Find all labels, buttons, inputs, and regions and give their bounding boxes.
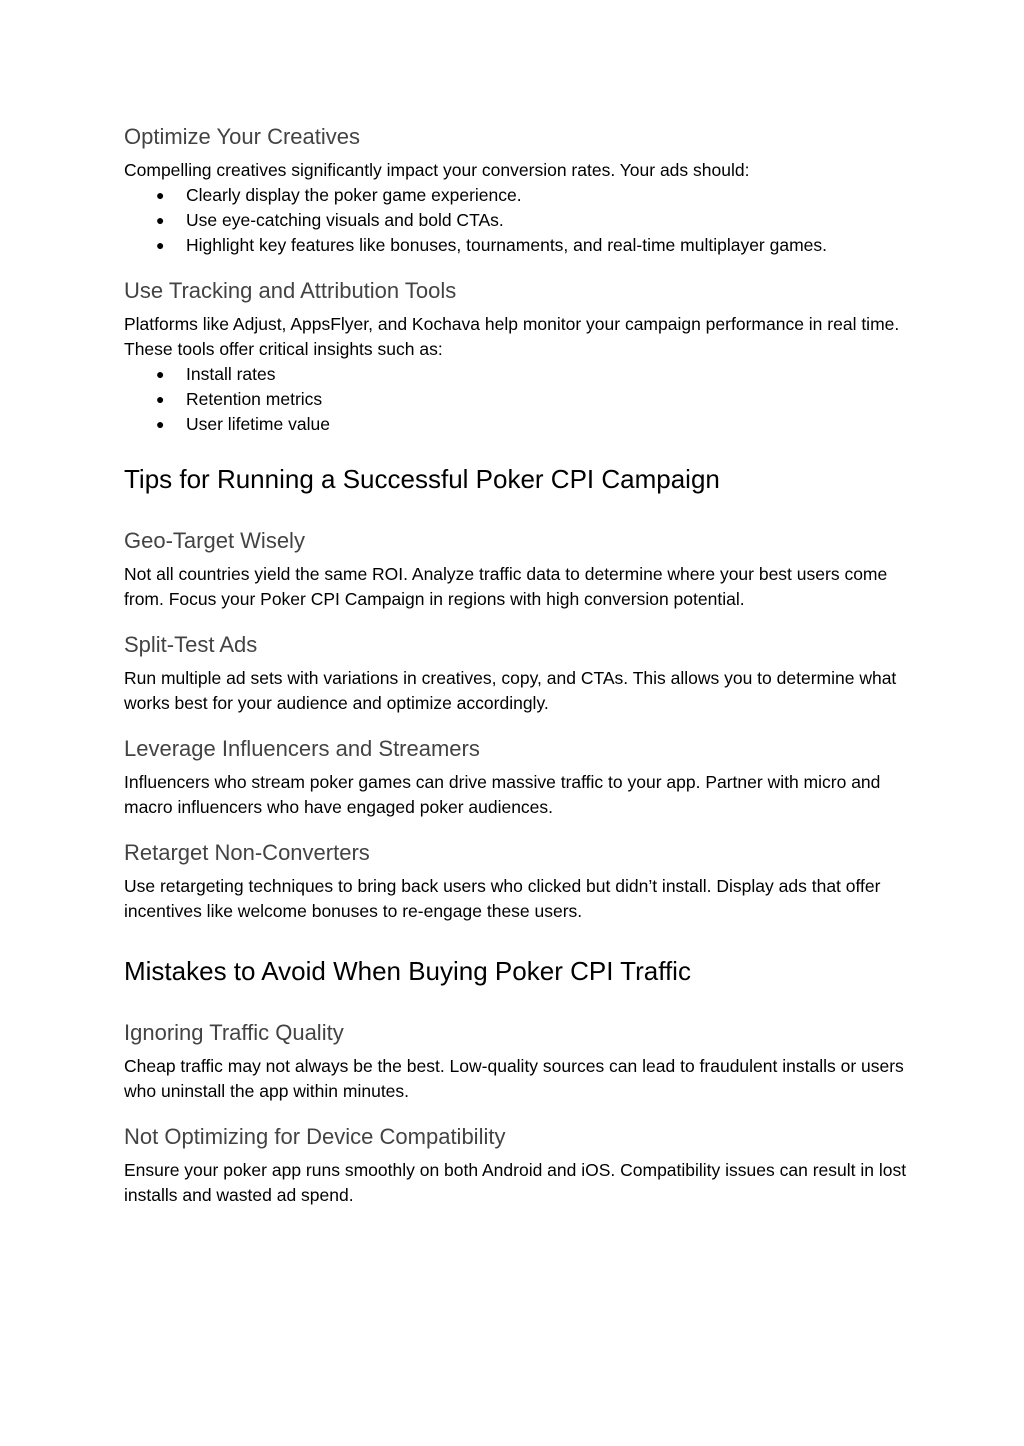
paragraph-device-compatibility: Ensure your poker app runs smoothly on both Android and iOS. Compatibility issues can result in lost installs and wasted ad spend. <box>124 1160 907 1205</box>
bullet-list-tracking <box>124 362 914 437</box>
subheading-retarget: Retarget Non-Converters <box>124 840 370 865</box>
subheading-influencers: Leverage Influencers and Streamers <box>124 736 480 761</box>
paragraph-retarget: Use retargeting techniques to bring back users who clicked but didn’t install. Display ads that offer incentives like welcome bonuses to re-engage these users. <box>124 876 881 921</box>
subheading-tracking-tools: Use Tracking and Attribution Tools <box>124 278 457 303</box>
bullet-icon: ● <box>156 416 165 432</box>
subheading-geo-target: Geo-Target Wisely <box>124 528 305 553</box>
document-page <box>124 121 914 1208</box>
paragraph-traffic-quality: Cheap traffic may not always be the best. Low-quality sources can lead to fraudulent installs or users who uninstall the app within minutes. <box>124 1056 904 1101</box>
section-heading-tips: Tips for Running a Successful Poker CPI Campaign <box>124 464 720 494</box>
bullet-icon: ● <box>156 212 165 228</box>
list-item: ● User lifetime value <box>124 412 914 437</box>
paragraph-optimize-creatives: Compelling creatives significantly impact your conversion rates. Your ads should: <box>124 160 750 180</box>
list-item: ● Use eye-catching visuals and bold CTAs. <box>124 208 914 233</box>
paragraph-tracking-tools: Platforms like Adjust, AppsFlyer, and Kochava help monitor your campaign performance in real time. These tools offer critical insights such as: <box>124 314 900 359</box>
paragraph-split-test: Run multiple ad sets with variations in creatives, copy, and CTAs. This allows you to determine what works best for your audience and optimize accordingly. <box>124 668 897 713</box>
bullet-list-creatives <box>124 183 914 258</box>
bullet-icon: ● <box>156 391 165 407</box>
subheading-split-test: Split-Test Ads <box>124 632 258 657</box>
paragraph-influencers: Influencers who stream poker games can drive massive traffic to your app. Partner with micro and macro influencers who have engaged poker audiences. <box>124 772 881 817</box>
bullet-icon: ● <box>156 187 165 203</box>
list-item: ● Clearly display the poker game experience. <box>124 183 914 208</box>
list-item: ● Retention metrics <box>124 387 914 412</box>
bullet-icon: ● <box>156 237 165 253</box>
section-heading-mistakes: Mistakes to Avoid When Buying Poker CPI Traffic <box>124 956 691 986</box>
subheading-optimize-creatives: Optimize Your Creatives <box>124 124 360 149</box>
bullet-icon: ● <box>156 366 165 382</box>
subheading-device-compatibility: Not Optimizing for Device Compatibility <box>124 1124 506 1149</box>
list-item: ● Highlight key features like bonuses, tournaments, and real-time multiplayer games. <box>124 233 914 258</box>
subheading-traffic-quality: Ignoring Traffic Quality <box>124 1020 344 1045</box>
list-item: ● Install rates <box>124 362 914 387</box>
paragraph-geo-target: Not all countries yield the same ROI. Analyze traffic data to determine where your best users come from. Focus your Poker CPI Campaign in regions with high conversion potential. <box>124 564 888 609</box>
